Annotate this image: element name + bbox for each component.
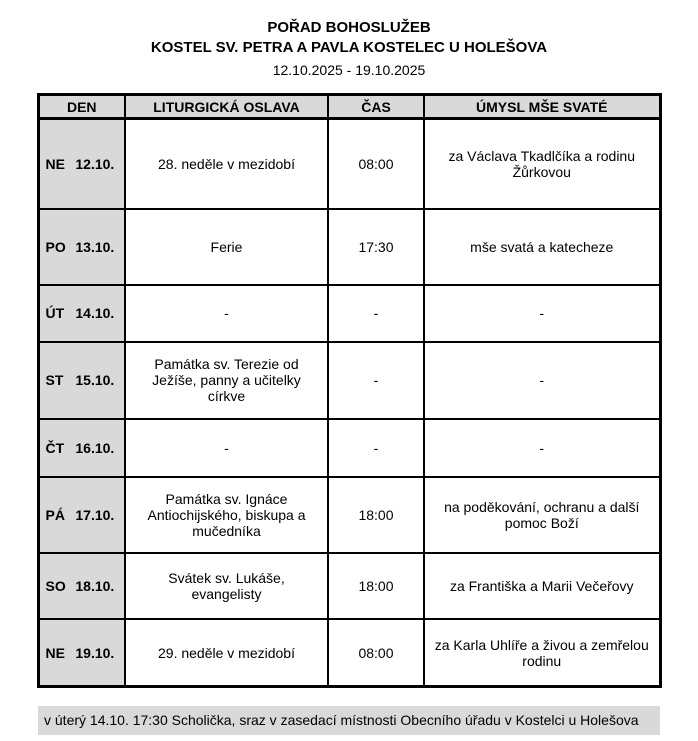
table-row [38,285,660,342]
time-cell: 18:00 [328,553,424,619]
day-abbr: ST [45,372,64,389]
day-abbr: PÁ [45,506,65,523]
time-cell: - [328,419,424,477]
celebration-cell: Svátek sv. Lukáše, evangelisty [125,553,328,619]
footer-note: v úterý 14.10. 17:30 Scholička, sraz v zasedací místnosti Obecního úřadu v Kostelci u Holešova [38,706,660,735]
table-header-row [38,95,660,119]
day-abbr: ČT [45,439,65,456]
celebration-cell: Památka sv. Ignáce Antiochijského, biskupa a mučedníka [125,477,328,553]
day-cell [38,553,125,619]
day-abbr: NE [45,644,65,661]
celebration-cell: - [125,419,328,477]
day-date: 16.10. [75,439,115,456]
table-row [38,342,660,419]
column-header-den: DEN [38,95,125,119]
intention-cell: za Františka a Marii Večeřovy [424,553,660,619]
day-abbr: PO [45,238,66,255]
schedule-table [37,93,662,688]
column-header-umysl: ÚMYSL MŠE SVATÉ [424,95,660,119]
page-title: POŘAD BOHOSLUŽEB [267,19,431,36]
day-date: 14.10. [75,305,115,322]
intention-cell: - [424,342,660,419]
page-subtitle: KOSTEL SV. PETRA A PAVLA KOSTELEC U HOLEŠOVA [150,39,548,57]
table-row [38,553,660,619]
time-cell: 18:00 [328,477,424,553]
day-cell [38,619,125,687]
time-cell: - [328,342,424,419]
day-date: 19.10. [75,644,115,661]
day-cell [38,419,125,477]
day-date: 18.10. [75,577,115,594]
celebration-cell: - [125,285,328,342]
day-abbr: NE [45,156,65,173]
day-abbr: ÚT [45,305,65,322]
time-cell: 08:00 [328,119,424,209]
intention-cell: - [424,419,660,477]
celebration-cell: Ferie [125,209,328,285]
intention-cell: - [424,285,660,342]
intention-cell: za Karla Uhlíře a živou a zemřelou rodinu [424,619,660,687]
celebration-cell: Památka sv. Terezie od Ježíše, panny a učitelky církve [125,342,328,419]
table-row [38,619,660,687]
table-row [38,119,660,209]
day-cell [38,285,125,342]
date-range: 12.10.2025 - 19.10.2025 [272,61,426,78]
column-header-liturgicka-oslava: LITURGICKÁ OSLAVA [125,95,328,119]
intention-cell: za Václava Tkadlčíka a rodinu Žůrkovou [424,119,660,209]
celebration-cell: 29. neděle v mezidobí [125,619,328,687]
table-row [38,477,660,553]
column-header-cas: ČAS [328,95,424,119]
day-abbr: SO [45,577,66,594]
celebration-cell: 28. neděle v mezidobí [125,119,328,209]
day-date: 13.10. [75,238,115,255]
day-date: 12.10. [75,156,115,173]
table-row [38,419,660,477]
day-cell [38,209,125,285]
day-cell [38,477,125,553]
day-cell [38,119,125,209]
intention-cell: na poděkování, ochranu a další pomoc Boží [424,477,660,553]
time-cell: 08:00 [328,619,424,687]
intention-cell: mše svatá a katecheze [424,209,660,285]
document-header [0,18,698,79]
day-date: 15.10. [75,372,115,389]
day-cell [38,342,125,419]
time-cell: - [328,285,424,342]
day-date: 17.10. [75,506,115,523]
time-cell: 17:30 [328,209,424,285]
table-row [38,209,660,285]
